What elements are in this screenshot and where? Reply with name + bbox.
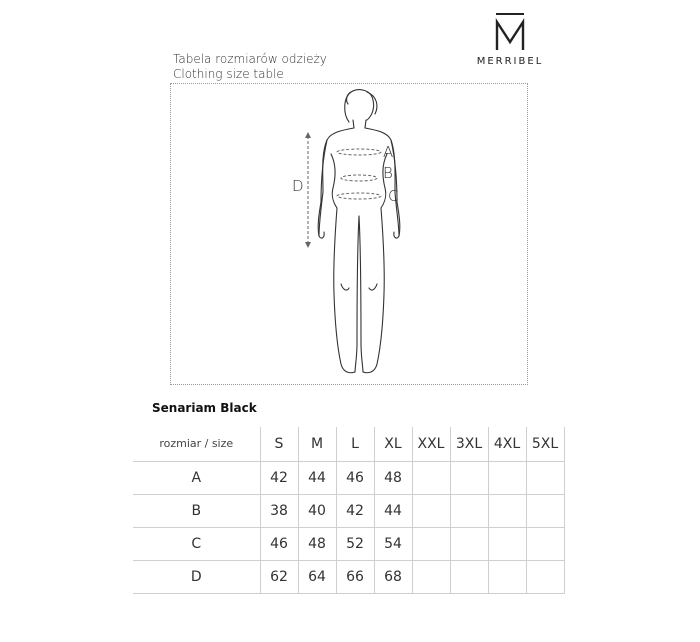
title-english: Clothing size table: [173, 67, 284, 81]
size-col-s: S: [260, 427, 298, 461]
table-cell: 46: [260, 527, 298, 560]
table-cell: [412, 461, 450, 494]
brand-logo: [455, 12, 565, 67]
table-cell: 54: [374, 527, 412, 560]
table-cell: 42: [336, 494, 374, 527]
size-col-xxl: XXL: [412, 427, 450, 461]
table-cell: [488, 461, 526, 494]
table-cell: [412, 527, 450, 560]
label-a: A: [383, 143, 394, 161]
table-cell: [450, 560, 488, 593]
merribel-m-logo-icon: [490, 12, 530, 52]
label-b: B: [383, 164, 393, 182]
table-cell: 44: [374, 494, 412, 527]
table-cell: [412, 494, 450, 527]
size-col-3xl: 3XL: [450, 427, 488, 461]
page-title: [173, 52, 327, 82]
title-polish: Tabela rozmiarów odzieży: [173, 52, 327, 66]
table-row: [133, 560, 564, 593]
table-cell: 48: [374, 461, 412, 494]
table-cell: [488, 527, 526, 560]
table-cell: 64: [298, 560, 336, 593]
brand-name: MERRIBEL: [476, 56, 544, 67]
table-cell: 62: [260, 560, 298, 593]
size-header-label: rozmiar / size: [133, 427, 260, 461]
table-cell: [450, 461, 488, 494]
table-cell: [526, 494, 564, 527]
size-col-4xl: 4XL: [488, 427, 526, 461]
table-cell: [526, 560, 564, 593]
label-d: D: [292, 177, 304, 195]
table-cell: [526, 527, 564, 560]
row-label: A: [133, 461, 260, 494]
row-label: D: [133, 560, 260, 593]
product-name: Senariam Black: [152, 401, 257, 415]
row-label: B: [133, 494, 260, 527]
table-cell: 40: [298, 494, 336, 527]
size-table-header-row: [133, 427, 564, 461]
table-row: [133, 461, 564, 494]
body-silhouette-icon: [171, 84, 529, 386]
table-cell: [450, 494, 488, 527]
size-col-xl: XL: [374, 427, 412, 461]
table-cell: 42: [260, 461, 298, 494]
table-cell: 46: [336, 461, 374, 494]
table-cell: [412, 560, 450, 593]
table-row: [133, 527, 564, 560]
table-cell: 66: [336, 560, 374, 593]
row-label: C: [133, 527, 260, 560]
size-col-5xl: 5XL: [526, 427, 564, 461]
size-col-l: L: [336, 427, 374, 461]
table-row: [133, 494, 564, 527]
table-cell: 38: [260, 494, 298, 527]
table-cell: 52: [336, 527, 374, 560]
table-cell: [488, 494, 526, 527]
size-table: [133, 427, 565, 594]
size-col-m: M: [298, 427, 336, 461]
table-cell: [488, 560, 526, 593]
body-measurement-figure: [170, 83, 528, 385]
table-cell: 44: [298, 461, 336, 494]
label-c: C: [388, 187, 399, 205]
table-cell: [526, 461, 564, 494]
table-cell: 48: [298, 527, 336, 560]
table-cell: 68: [374, 560, 412, 593]
table-cell: [450, 527, 488, 560]
